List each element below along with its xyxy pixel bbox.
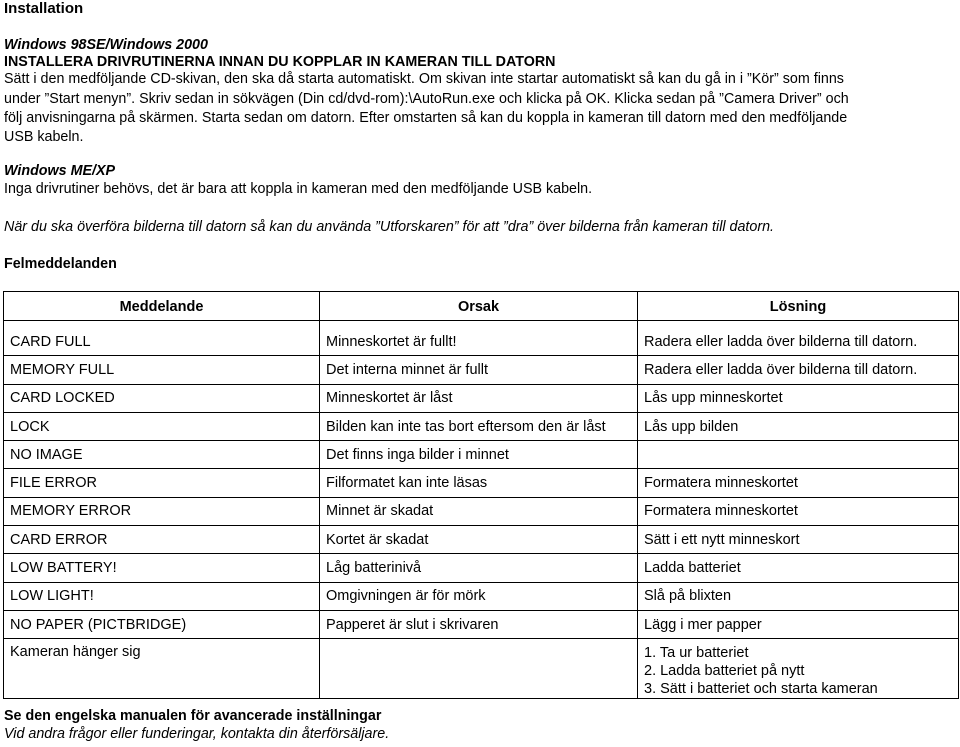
cell-message: LOCK [4, 412, 320, 440]
table-row [4, 412, 959, 440]
cell-message: CARD FULL [4, 328, 320, 356]
win98-text-line-2: under ”Start menyn”. Skriv sedan in sökvägen (Din cd/dvd-rom):\AutoRun.exe och klicka på OK. Klicka sedan på ”Camera Driver” och [4, 91, 849, 107]
table-row [4, 441, 959, 469]
table-spacer-row [4, 321, 959, 329]
solution-steps-list [644, 644, 952, 698]
win98-heading: Windows 98SE/Windows 2000 [4, 37, 208, 53]
table-header-row [4, 292, 959, 321]
cell-cause: Det interna minnet är fullt [320, 356, 638, 384]
header-solution: Lösning [638, 292, 959, 321]
cell-solution: Sätt i ett nytt minneskort [638, 526, 959, 554]
cell-cause: Papperet är slut i skrivaren [320, 610, 638, 638]
cell-solution: Slå på blixten [638, 582, 959, 610]
spacer-cell [4, 321, 320, 329]
solution-step: 2. Ladda batteriet på nytt [644, 663, 805, 680]
solution-step: 1. Ta ur batteriet [644, 645, 749, 662]
cell-cause: Omgivningen är för mörk [320, 582, 638, 610]
cell-message: CARD LOCKED [4, 384, 320, 412]
cell-message: FILE ERROR [4, 469, 320, 497]
table-row [4, 582, 959, 610]
transfer-text: När du ska överföra bilderna till datorn så kan du använda ”Utforskaren” för att ”dra” över bilderna från kameran till datorn. [4, 219, 775, 235]
cell-message: MEMORY FULL [4, 356, 320, 384]
table-row [4, 497, 959, 525]
cell-message: NO IMAGE [4, 441, 320, 469]
cell-solution [638, 639, 959, 699]
cell-solution [638, 441, 959, 469]
cell-message: Kameran hänger sig [4, 639, 320, 699]
cell-cause: Bilden kan inte tas bort eftersom den är låst [320, 412, 638, 440]
table-row [4, 384, 959, 412]
spacer-cell [320, 321, 638, 329]
table-row [4, 469, 959, 497]
cell-cause: Låg batterinivå [320, 554, 638, 582]
manual-note: Se den engelska manualen för avancerade inställningar [4, 708, 382, 724]
cell-message: LOW BATTERY! [4, 554, 320, 582]
page-title: Installation [4, 0, 84, 17]
win98-text-line-4: USB kabeln. [4, 129, 84, 145]
error-messages-table [3, 291, 959, 699]
cell-message: NO PAPER (PICTBRIDGE) [4, 610, 320, 638]
cell-message: LOW LIGHT! [4, 582, 320, 610]
table-row [4, 356, 959, 384]
cell-solution: Lägg i mer papper [638, 610, 959, 638]
cell-solution: Ladda batteriet [638, 554, 959, 582]
cell-cause: Filformatet kan inte läsas [320, 469, 638, 497]
cell-cause: Kortet är skadat [320, 526, 638, 554]
cell-cause: Det finns inga bilder i minnet [320, 441, 638, 469]
cell-cause: Minneskortet är fullt! [320, 328, 638, 356]
win98-text-line-1: Sätt i den medföljande CD-skivan, den ska då starta automatiskt. Om skivan inte startar automatiskt så kan du gå in i ”Kör” som finns [4, 71, 844, 87]
cell-solution: Radera eller ladda över bilderna till datorn. [638, 328, 959, 356]
winxp-text: Inga drivrutiner behövs, det är bara att koppla in kameran med den medföljande USB kabeln. [4, 181, 593, 197]
win98-subheading: INSTALLERA DRIVRUTINERNA INNAN DU KOPPLAR IN KAMERAN TILL DATORN [4, 54, 556, 70]
cell-message: CARD ERROR [4, 526, 320, 554]
cell-message: MEMORY ERROR [4, 497, 320, 525]
cell-solution: Radera eller ladda över bilderna till datorn. [638, 356, 959, 384]
cell-solution: Formatera minneskortet [638, 497, 959, 525]
cell-cause [320, 639, 638, 699]
solution-step: 3. Sätt i batteriet och starta kameran [644, 681, 878, 698]
cell-solution: Lås upp bilden [638, 412, 959, 440]
table-row [4, 554, 959, 582]
cell-cause: Minneskortet är låst [320, 384, 638, 412]
header-message: Meddelande [4, 292, 320, 321]
table-row [4, 610, 959, 638]
spacer-cell [638, 321, 959, 329]
table-row [4, 639, 959, 699]
header-cause: Orsak [320, 292, 638, 321]
table-row [4, 328, 959, 356]
cell-solution: Formatera minneskortet [638, 469, 959, 497]
contact-note: Vid andra frågor eller funderingar, kontakta din återförsäljare. [4, 726, 390, 742]
errors-heading: Felmeddelanden [4, 256, 117, 272]
winxp-heading: Windows ME/XP [4, 163, 116, 179]
cell-solution: Lås upp minneskortet [638, 384, 959, 412]
win98-text-line-3: följ anvisningarna på skärmen. Starta sedan om datorn. Efter omstarten så kan du koppla in kameran till datorn med den medföljande [4, 110, 848, 126]
table-row [4, 526, 959, 554]
cell-cause: Minnet är skadat [320, 497, 638, 525]
